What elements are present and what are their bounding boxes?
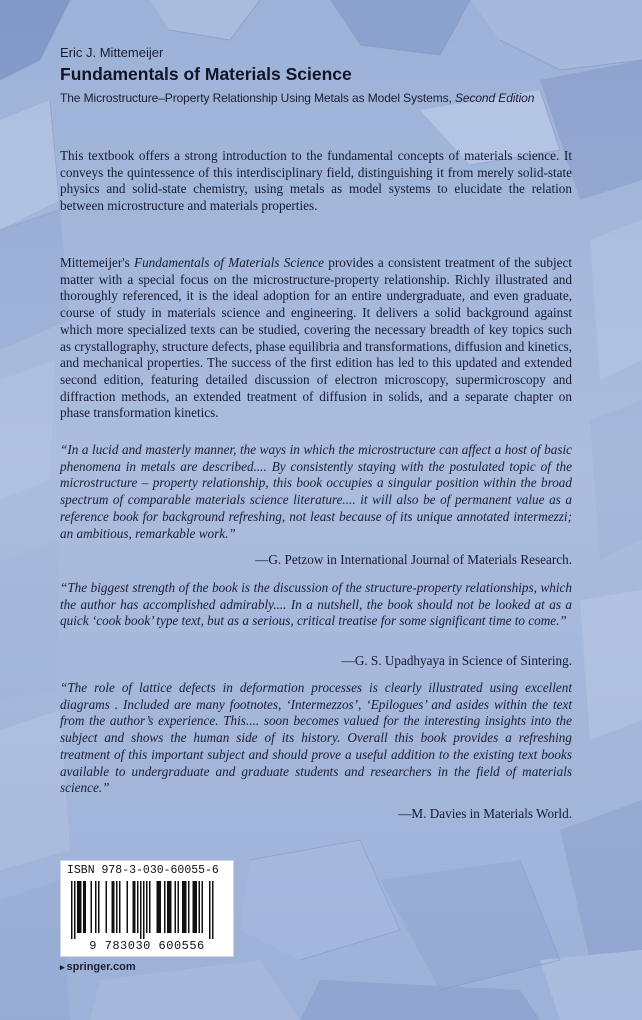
publisher-website (60, 961, 136, 973)
barcode-bar (202, 881, 204, 933)
barcode-bar (133, 881, 135, 933)
paragraph-2-prefix: Mittemeijer's (60, 255, 135, 270)
barcode-bar (140, 881, 142, 939)
barcode-bar (196, 881, 198, 933)
barcode-bar (193, 881, 195, 933)
publisher-site-text: springer.com (66, 961, 136, 973)
barcode-bar (175, 881, 177, 933)
review-quote-3: “The role of lattice defects in deformation processes is clearly illustrated using excellent diagrams . Included are many footnotes, ‘Intermezzos’, ‘Epilogues’ and asides within the text from the author’s experience. This.... soon becomes valued for the interesting insights into the subject and shows the human side of its history. Overall this book provides a refreshing treatment of this important subject and should prove a useful addition to the existing text books available to undergraduate and graduate students and researchers in the field of materials science.” (60, 680, 572, 796)
subtitle-text: The Microstructure–Property Relationship Using Metals as Model Systems, (60, 91, 452, 105)
paragraph-2-book-title: Fundamentals of Materials Science (134, 255, 325, 270)
review-attribution-1: —G. Petzow in International Journal of Materials Research. (255, 552, 572, 567)
barcode-bar (182, 881, 184, 933)
barcode-bar (91, 881, 93, 933)
barcode-bar (160, 881, 162, 933)
barcode-bar (157, 881, 159, 933)
isbn-barcode (60, 860, 234, 957)
barcode-bar (178, 881, 180, 933)
arrow-icon: ▸ (60, 962, 65, 972)
description-paragraph-1: This textbook offers a strong introduction to the fundamental concepts of materials science. It conveys the quintessence of this interdisciplinary field, distinguishing it from merely solid-state physics and solid-state chemistry, using metals as model systems to elucidate the relation between microstructure and materials properties. (60, 148, 572, 214)
barcode-bar (185, 881, 187, 933)
barcode-bar (83, 881, 85, 933)
review-attribution-2: —G. S. Upadhyaya in Science of Sintering. (341, 653, 572, 668)
isbn-label: ISBN 978-3-030-60055-6 (67, 864, 219, 877)
barcode-bar (212, 881, 214, 939)
barcode-bar (112, 881, 114, 933)
barcode-bar (85, 881, 87, 933)
barcode-bar (71, 881, 73, 939)
review-quote-1: “In a lucid and masterly manner, the ways in which the microstructure can affect a host of basic phenomena in metals are described.... By consistently staying with the postulated topic of the microstructure – property relationship, this book occupies a singular position within the broad spectrum of comparable materials science literature.... it will also be of permanent value as a reference book for background refreshing, not least because of its unique annotated intermezzi; an ambitious, remarkable work.” (60, 442, 572, 541)
barcode-bar (116, 881, 118, 933)
barcode-bar (188, 881, 190, 933)
review-quote-2: “The biggest strength of the book is the discussion of the structure-property relationships, which the author has accomplished admirably.... In a nutshell, the book should not be looked at as a quick ‘cook book’ type text, but as a serious, critical treatise for some significant time to come.” (60, 580, 572, 629)
barcode-bar (199, 881, 201, 933)
barcode-bar (79, 881, 81, 933)
barcode-bar (149, 881, 151, 933)
book-title: Fundamentals of Materials Science (60, 64, 352, 84)
barcode-digits: 9 783030 600556 (89, 939, 205, 953)
barcode-bar (74, 881, 76, 939)
author-name: Eric J. Mittemeijer (60, 45, 164, 60)
barcode-bar (113, 881, 115, 933)
book-subtitle (60, 91, 640, 105)
barcode-bar (137, 881, 139, 933)
barcode-bar (95, 881, 97, 933)
barcode-bar (184, 881, 186, 933)
barcode-bar (106, 881, 108, 933)
barcode-bar (134, 881, 136, 933)
barcode-bar (98, 881, 100, 933)
barcode-bar (119, 881, 121, 933)
barcode-bar (80, 881, 82, 933)
review-attribution-3: —M. Davies in Materials World. (398, 806, 572, 821)
paragraph-2-body: provides a consistent treatment of the subject matter with a special focus on the microstructure-property relationship. Richly illustrated and thoroughly referenced, it is the ideal adoption for an entire undergraduate, and even graduate, course of study in materials science and engineering. It delivers a solid background against which more specialized texts can be studied, covering the necessary breadth of key topics such as crystallography, structure defects, phase equilibria and transformations, diffusion and kinetics, and mechanical properties. The success of the first edition has led to this updated and extended second edition, featuring detailed discussion of electron microscopy, supermicroscopy and diffraction methods, an extended treatment of diffusion in solids, and a separate chapter on phase transformation kinetics. (60, 255, 572, 421)
barcode-bar (170, 881, 172, 933)
barcode-bar (146, 881, 148, 933)
barcode-bar (167, 881, 169, 933)
barcode-bar (158, 881, 160, 933)
edition-label: Second Edition (454, 91, 535, 105)
barcode-bars (71, 881, 223, 939)
barcode-bar (127, 881, 129, 933)
description-paragraph-2 (60, 255, 572, 422)
barcode-bar (209, 881, 211, 939)
barcode-bar (194, 881, 196, 933)
barcode-bar (164, 881, 166, 933)
barcode-bar (77, 881, 79, 933)
barcode-bar (143, 881, 145, 939)
barcode-bar (169, 881, 171, 933)
